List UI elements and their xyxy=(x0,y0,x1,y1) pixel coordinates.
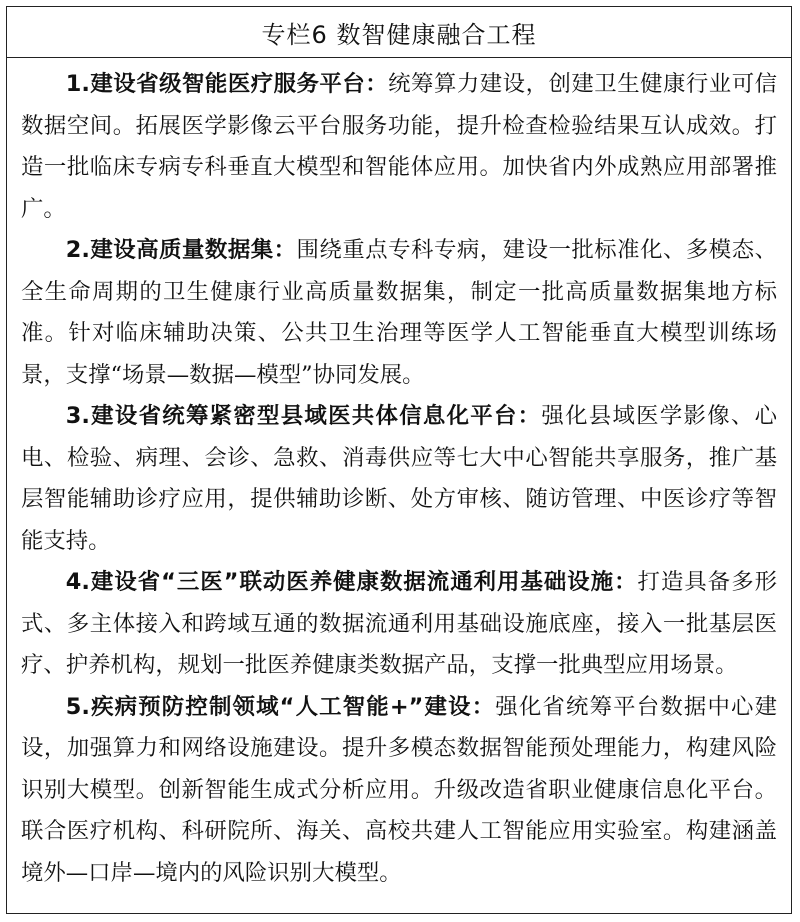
special-column-box xyxy=(6,6,792,914)
item-2-body: 围绕重点专科专病，建设一批标准化、多模态、全生命周期的卫生健康行业高质量数据集，制定一批高质量数据集地方标准。针对临床辅助决策、公共卫生治理等医学人工智能垂直大模型训练场景，支撑“场景—数据—模型”协同发展。 xyxy=(21,237,777,388)
item-1-body: 统筹算力建设，创建卫生健康行业可信数据空间。拓展医学影像云平台服务功能，提升检查检验结果互认成效。打造一批临床专病专科垂直大模型和智能体应用。加快省内外成熟应用部署推广。 xyxy=(21,71,778,222)
item-1-paragraph xyxy=(21,64,777,230)
item-5-heading: 5.疾病预防控制领域“人工智能+”建设： xyxy=(65,693,496,720)
item-4-paragraph xyxy=(21,562,777,687)
item-4-heading: 4.建设省“三医”联动医养健康数据流通利用基础设施： xyxy=(65,569,638,595)
item-3-paragraph xyxy=(21,396,777,562)
item-3-heading: 3.建设省统筹紧密型县域医共体信息化平台： xyxy=(65,403,542,429)
item-3-body: 强化县域医学影像、心电、检验、病理、会诊、急救、消毒供应等七大中心智能共享服务，推广基层智能辅助诊疗应用，提供辅助诊断、处方审核、随访管理、中医诊疗等智能支持。 xyxy=(21,403,778,554)
item-5-paragraph xyxy=(21,687,777,895)
item-5-body: 强化省统筹平台数据中心建设，加强算力和网络设施建设。提升多模态数据智能预处理能力，构建风险识别大模型。创新智能生成式分析应用。升级改造省职业健康信息化平台。联合医疗机构、科研院所、海关、高校共建人工智能应用实验室。构建涵盖境外—口岸—境内的风险识别大模型。 xyxy=(21,693,778,886)
column-content xyxy=(7,58,791,894)
column-title: 专栏6 数智健康融合工程 xyxy=(7,7,791,58)
item-2-paragraph xyxy=(21,230,777,396)
item-4-body: 打造具备多形式、多主体接入和跨域互通的数据流通利用基础设施底座，接入一批基层医疗、护养机构，规划一批医养健康类数据产品，支撑一批典型应用场景。 xyxy=(21,569,777,678)
item-1-heading: 1.建设省级智能医疗服务平台： xyxy=(65,71,389,97)
item-2-heading: 2.建设高质量数据集： xyxy=(65,237,297,263)
